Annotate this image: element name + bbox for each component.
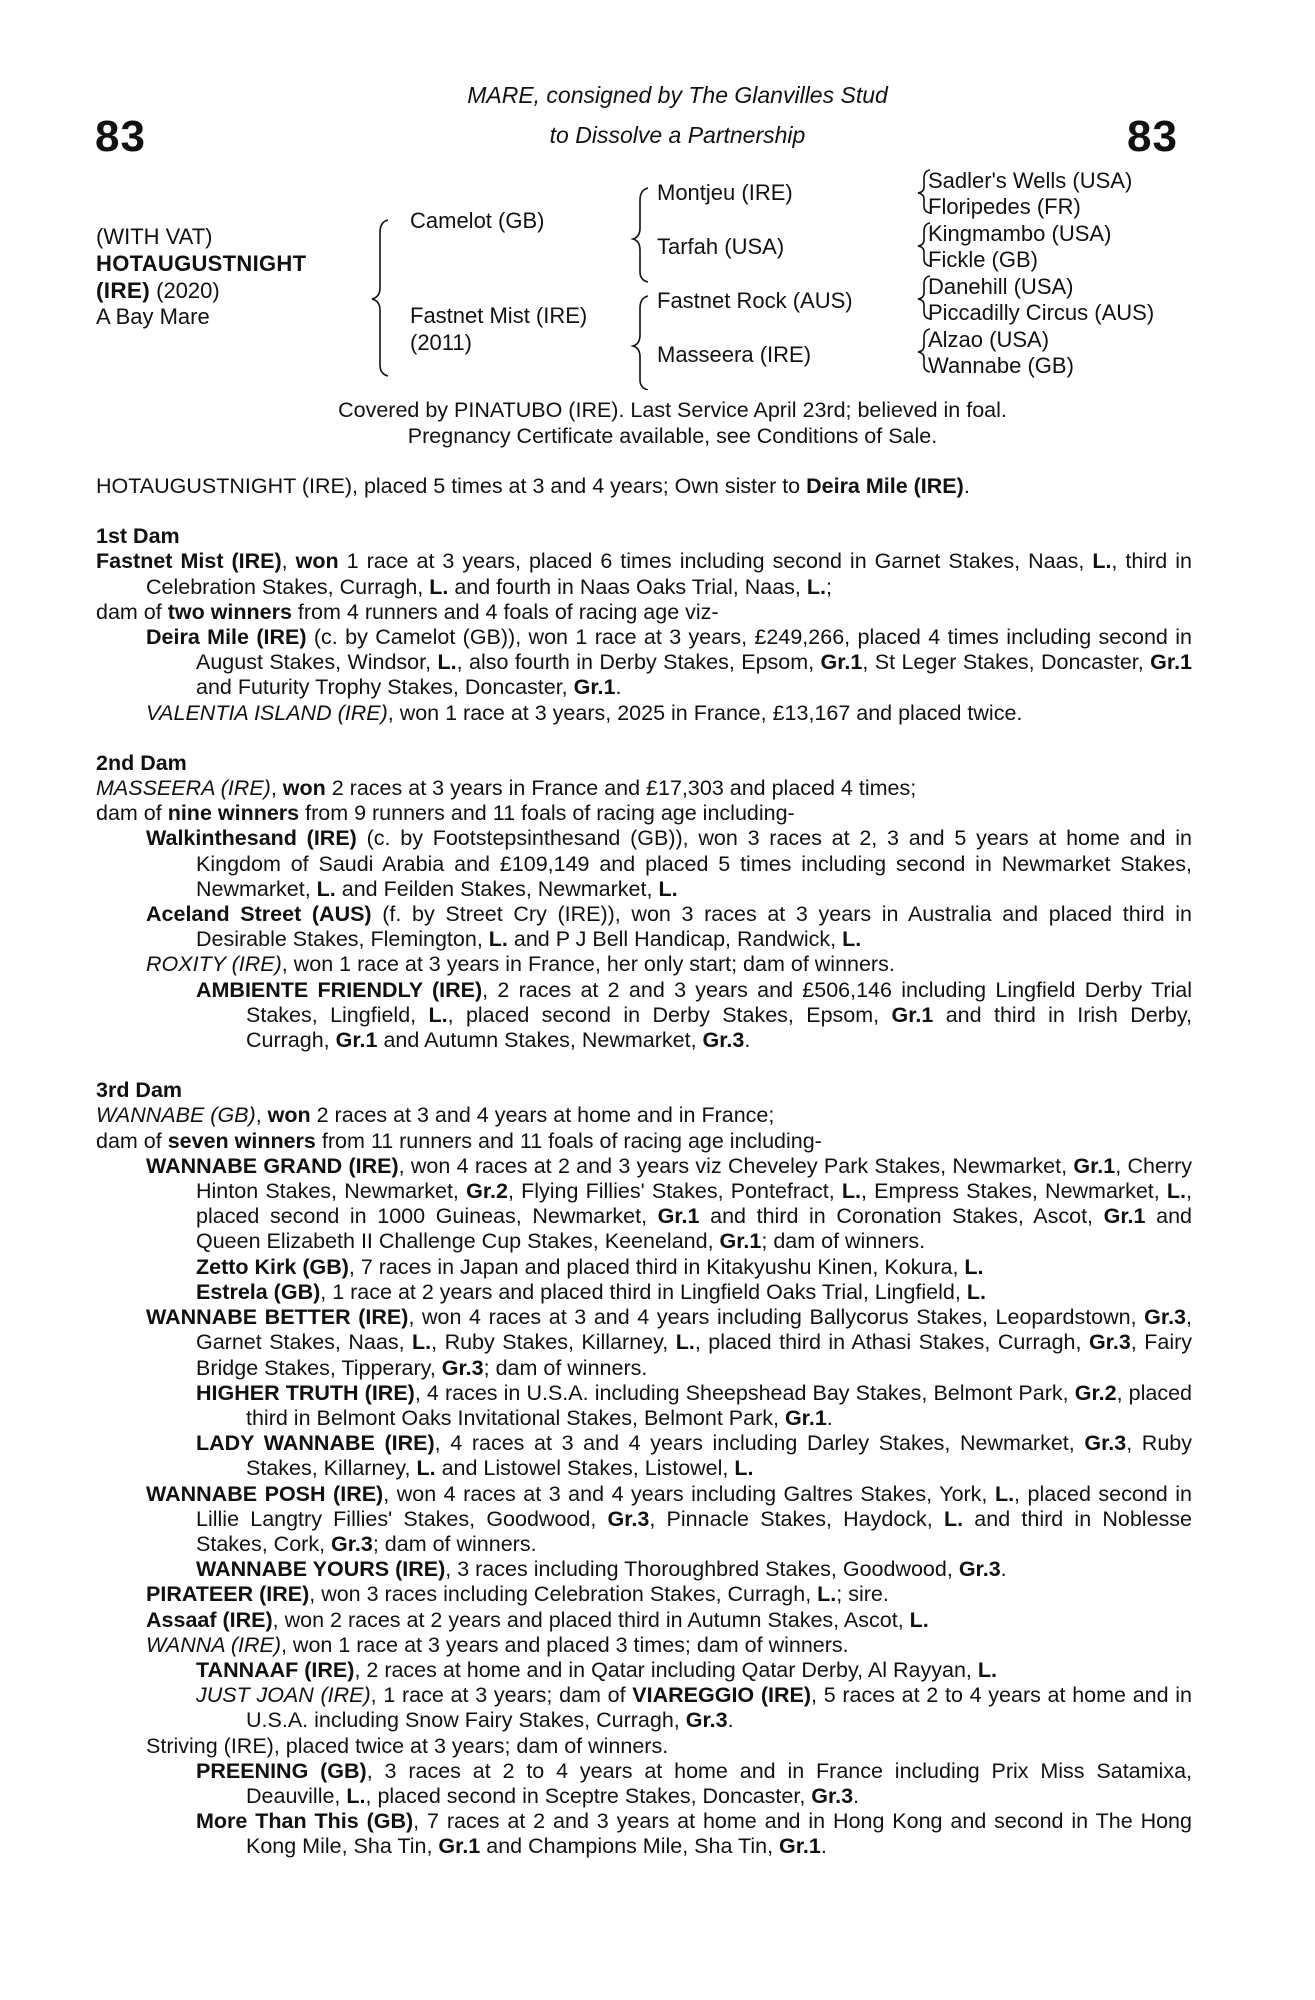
text: , won 4 races at 2 and 3 years viz Cheveley Park Stakes, Newmarket, [398, 1153, 1074, 1178]
bold-text: Gr.3 [331, 1531, 373, 1556]
text: (f. by Street Cry (IRE)), won 3 races at 3 years in Australia and placed third in Desirable Stakes, Flemington, [196, 902, 1192, 952]
vat-label: (WITH VAT) [96, 224, 213, 249]
text: , placed second in Sceptre Stakes, Doncaster, [365, 1783, 812, 1808]
text: , [281, 549, 296, 574]
g3-ancestor: Kingmambo (USA) [928, 221, 1112, 246]
g3-ancestor: Piccadilly Circus (AUS) [928, 300, 1155, 325]
bold-text: Gr.1 [779, 1834, 821, 1859]
bold-text: L. [437, 650, 457, 675]
text: . [853, 1783, 860, 1808]
bold-text: L. [316, 876, 336, 901]
italic-text: ROXITY (IRE) [146, 952, 282, 977]
lot-number-right: 83 [1127, 112, 1178, 161]
text: , won 1 race at 3 years in France, her only start; dam of winners. [281, 952, 895, 977]
bold-text: two winners [167, 599, 292, 624]
bold-text: Gr.1 [573, 675, 616, 700]
text: , Pinnacle Stakes, Haydock, [649, 1506, 944, 1531]
text: and Listowel Stakes, Listowel, [435, 1456, 735, 1481]
text: , 1 race at 3 years; dam of [370, 1683, 633, 1708]
produce-entry [96, 1608, 1192, 1633]
produce-entry [96, 1482, 1192, 1558]
text: , 3 races including Thoroughbred Stakes, Goodwood, [445, 1557, 959, 1582]
bold-text: Gr.3 [702, 1028, 745, 1053]
pedigree-paragraph [96, 474, 1192, 499]
consignment-line-2: to Dissolve a Partnership [549, 122, 806, 148]
consignment-line-1: MARE, consigned by The Glanvilles Stud [467, 82, 888, 108]
bold-text: Deira Mile (IRE) [146, 625, 307, 650]
dam-heading [96, 524, 1192, 549]
bold-text: Gr.1 [335, 1028, 378, 1053]
text: and third in Coronation Stakes, Ascot, [699, 1204, 1104, 1229]
text: (c. by Footstepsinthesand (GB)), won 3 races at 2, 3 and 5 years at home and in Kingdom of Saudi Arabia and £109,149 and placed 5 times including second in Newmarket Stakes, Newmarket, [196, 826, 1192, 901]
bold-text: L. [675, 1330, 695, 1355]
italic-text: MASSEERA (IRE) [96, 776, 271, 801]
bold-text: L. [842, 927, 862, 952]
bold-text: Gr.1 [438, 1834, 481, 1859]
text: , [270, 776, 283, 801]
sire-sire-name: Montjeu (IRE) [657, 180, 793, 205]
text: and third in Noblesse Stakes, Cork, [196, 1506, 1192, 1556]
text: dam of [96, 599, 168, 624]
produce-entry [96, 1381, 1192, 1431]
bold-text: L. [412, 1330, 432, 1355]
section-gap [96, 1053, 1192, 1078]
text: , won 3 races including Celebration Stakes, Curragh, [309, 1582, 818, 1607]
text: and P J Bell Handicap, Randwick, [507, 927, 843, 952]
text: , Ruby Stakes, Killarney, [431, 1330, 676, 1355]
text: , won 1 race at 3 years and placed 3 times; dam of winners. [280, 1632, 849, 1657]
text: ; [825, 574, 832, 599]
covering-info [0, 397, 1315, 449]
bold-text: Gr.3 [1088, 1330, 1131, 1355]
produce-entry [96, 1633, 1192, 1658]
sire-name: Camelot (GB) [410, 208, 545, 233]
text: and Feilden Stakes, Newmarket, [335, 876, 659, 901]
bold-text: L. [964, 1254, 984, 1279]
produce-entry [96, 701, 1192, 726]
text: , [255, 1103, 268, 1128]
foaling-year: (2020) [156, 278, 220, 303]
dam-dam-name: Masseera (IRE) [657, 342, 812, 367]
bold-text: Gr.2 [466, 1179, 508, 1204]
bold-text: L. [994, 1481, 1015, 1506]
bold-text: nine winners [167, 801, 300, 826]
text: . [826, 1405, 833, 1430]
bold-text: seven winners [167, 1128, 316, 1153]
bold-text: L. [1092, 549, 1112, 574]
lot-number-left: 83 [95, 112, 146, 161]
produce-entry [96, 1431, 1192, 1481]
pedigree-tree [0, 160, 1315, 390]
text: , 1 race at 2 years and placed third in Lingfield Oaks Trial, Lingfield, [320, 1279, 967, 1304]
text: and Champions Mile, Sha Tin, [480, 1834, 780, 1859]
text: ; dam of winners. [372, 1531, 537, 1556]
text: , won 1 race at 3 years, 2025 in France, £13,167 and placed twice. [387, 700, 1023, 725]
pedigree-paragraph [96, 1103, 1192, 1128]
text: and Autumn Stakes, Newmarket, [377, 1028, 703, 1053]
bold-text: Aceland Street (AUS) [146, 902, 372, 927]
bold-text: Gr.3 [958, 1557, 1001, 1582]
bold-text: More Than This (GB) [196, 1809, 414, 1834]
text: HOTAUGUSTNIGHT (IRE), placed 5 times at 3 and 4 years; Own sister to [96, 474, 807, 498]
text: . [820, 1834, 827, 1859]
bold-text: Estrela (GB) [196, 1279, 321, 1304]
bold-text: Gr.3 [1084, 1431, 1127, 1456]
bold-text: Gr.3 [685, 1708, 728, 1733]
text: and fourth in Naas Oaks Trial, Naas, [448, 574, 807, 599]
dam-produce-summary [96, 600, 1192, 625]
bold-text: Gr.1 [784, 1405, 827, 1430]
produce-entry [96, 902, 1192, 952]
bold-text: L. [943, 1506, 964, 1531]
bold-text: Gr.1 [719, 1229, 762, 1254]
text: from 9 runners and 11 foals of racing age including- [299, 801, 795, 826]
italic-text: JUST JOAN (IRE) [196, 1683, 371, 1708]
italic-text: WANNABE (GB) [96, 1103, 256, 1128]
text: and Futurity Trophy Stakes, Doncaster, [196, 675, 574, 700]
text: and third in Irish Derby, Curragh, [246, 1002, 1192, 1053]
text: , 4 races in U.S.A. including Sheepshead Bay Stakes, Belmont Park, [414, 1380, 1075, 1405]
text: , 7 races in Japan and placed third in Kitakyushu Kinen, Kokura, [348, 1254, 965, 1279]
text: from 11 runners and 11 foals of racing age including- [315, 1128, 822, 1153]
bold-text: LADY WANNABE (IRE) [196, 1431, 435, 1456]
g3-ancestor: Wannabe (GB) [928, 353, 1074, 378]
bold-text: Gr.1 [1103, 1204, 1146, 1229]
bold-text: Gr.3 [811, 1783, 854, 1808]
bold-text: won [295, 549, 339, 574]
bracket-sire [633, 188, 648, 282]
bold-text: L. [966, 1279, 986, 1304]
text: , Ruby Stakes, Killarney, [246, 1431, 1192, 1481]
text: . [1000, 1557, 1007, 1582]
produce-entry [96, 1305, 1192, 1381]
bold-text: Fastnet Mist (IRE) [96, 549, 282, 574]
section-gap [96, 499, 1192, 524]
text: , Empress Stakes, Newmarket, [861, 1179, 1167, 1204]
bold-text: TANNAAF (IRE) [196, 1657, 355, 1682]
bold-text: L. [1166, 1179, 1187, 1204]
bold-text: L. [734, 1456, 754, 1481]
produce-entry [96, 1280, 1192, 1305]
g3-ancestor: Fickle (GB) [928, 247, 1038, 272]
bold-text: PIRATEER (IRE) [146, 1582, 310, 1607]
text: ; sire. [836, 1582, 889, 1607]
text: , third in Celebration Stakes, Curragh, [146, 549, 1192, 599]
bold-text: Gr.1 [1150, 650, 1193, 675]
text: , St Leger Stakes, Doncaster, [862, 650, 1151, 675]
pedigree-paragraph [96, 776, 1192, 801]
horse-description: A Bay Mare [96, 304, 210, 329]
dam-sire-name: Fastnet Rock (AUS) [657, 288, 853, 313]
text: , 3 races at 2 to 4 years at home and in France including Prix Miss Satamixa, Deauville, [246, 1758, 1192, 1808]
bold-text: Gr.3 [441, 1355, 484, 1380]
text: , Cherry Hinton Stakes, Newmarket, [196, 1153, 1192, 1204]
produce-entry [96, 1759, 1192, 1809]
bold-text: 3rd Dam [96, 1078, 183, 1103]
g3-ancestor: Alzao (USA) [928, 327, 1050, 352]
bracket-main [372, 220, 388, 376]
bold-text: PREENING (GB) [196, 1758, 367, 1783]
produce-entry [96, 826, 1192, 902]
text: , 4 races at 3 and 4 years including Darley Stakes, Newmarket, [434, 1431, 1085, 1456]
text: ; dam of winners. [483, 1355, 648, 1380]
bold-text: WANNABE YOURS (IRE) [196, 1557, 446, 1582]
text: , placed second in 1000 Guineas, Newmarket, [196, 1179, 1193, 1229]
bold-text: L. [488, 927, 508, 952]
section-gap [96, 726, 1192, 751]
bold-text: L. [346, 1783, 366, 1808]
bold-text: L. [428, 1002, 448, 1027]
text: , 2 races at home and in Qatar including Qatar Derby, Al Rayyan, [354, 1657, 978, 1682]
produce-entry [96, 1683, 1192, 1733]
text: , also fourth in Derby Stakes, Epsom, [456, 650, 821, 675]
text: 2 races at 3 years in France and £17,303 and placed 4 times; [325, 776, 917, 801]
text: , placed third in Belmont Oaks Invitational Stakes, Belmont Park, [246, 1380, 1192, 1430]
text: , Fairy Bridge Stakes, Tipperary, [196, 1330, 1193, 1380]
italic-text: WANNA (IRE) [146, 1632, 281, 1657]
text: and Queen Elizabeth II Challenge Cup Stakes, Keeneland, [196, 1204, 1192, 1254]
text: dam of [96, 1128, 168, 1153]
bold-text: L. [806, 574, 826, 599]
horse-name: HOTAUGUSTNIGHT [96, 251, 307, 276]
text: from 4 runners and 4 foals of racing age viz- [291, 599, 719, 624]
bold-text: AMBIENTE FRIENDLY (IRE) [196, 977, 483, 1002]
bold-text: Gr.1 [820, 650, 863, 675]
text: , 2 races at 2 and 3 years and £506,146 including Lingfield Derby Trial Stakes, Lingfield, [246, 977, 1193, 1027]
produce-entry [96, 1658, 1192, 1683]
bold-text: Gr.1 [657, 1204, 700, 1229]
bold-text: L. [841, 1179, 861, 1204]
text: . [727, 1708, 734, 1733]
bold-text: Gr.2 [1074, 1380, 1117, 1405]
text: . [744, 1028, 751, 1053]
text: Striving (IRE), placed twice at 3 years; dam of winners. [146, 1733, 669, 1758]
horse-name-line2 [96, 278, 220, 304]
bold-text: won [267, 1103, 311, 1128]
dam-year: (2011) [410, 330, 472, 355]
sire-dam-name: Tarfah (USA) [657, 234, 785, 259]
pedigree-body-text [96, 474, 1192, 1860]
text: , 7 races at 2 and 3 years at home and in Hong Kong and second in The Hong Kong Mile, Sha Tin, [246, 1809, 1192, 1859]
bold-text: Gr.1 [1073, 1153, 1116, 1178]
produce-entry [96, 625, 1192, 701]
text: , won 4 races at 3 and 4 years including Galtres Stakes, York, [383, 1481, 995, 1506]
bold-text: won [282, 776, 326, 801]
g3-ancestor: Floripedes (FR) [928, 194, 1081, 219]
text: 1 race at 3 years, placed 6 times including second in Garnet Stakes, Naas, [338, 549, 1093, 574]
horse-country: (IRE) [96, 278, 150, 303]
produce-entry [96, 978, 1192, 1054]
bold-text: WANNABE GRAND (IRE) [146, 1153, 399, 1178]
text: , placed second in Lillie Langtry Fillies' Stakes, Goodwood, [196, 1481, 1193, 1531]
produce-entry [96, 1734, 1192, 1759]
text: , placed third in Athasi Stakes, Curragh, [694, 1330, 1089, 1355]
text: dam of [96, 801, 168, 826]
bold-text: VIAREGGIO (IRE) [632, 1683, 812, 1708]
dam-heading [96, 1078, 1192, 1103]
pedigree-paragraph [96, 549, 1192, 599]
bold-text: Walkinthesand (IRE) [146, 826, 357, 851]
dam-produce-summary [96, 801, 1192, 826]
text: . [963, 474, 970, 498]
bold-text: L. [817, 1582, 837, 1607]
bold-text: Gr.1 [891, 1002, 934, 1027]
bold-text: WANNABE POSH (IRE) [146, 1481, 384, 1506]
covering-line-2: Pregnancy Certificate available, see Conditions of Sale. [407, 424, 938, 448]
bold-text: L. [429, 574, 449, 599]
text: . [615, 675, 622, 700]
bold-text: WANNABE BETTER (IRE) [146, 1305, 409, 1330]
bracket-dam [633, 296, 648, 390]
bold-text: L. [977, 1657, 997, 1682]
bold-text: Zetto Kirk (GB) [196, 1254, 349, 1279]
dam-produce-summary [96, 1129, 1192, 1154]
dam-name: Fastnet Mist (IRE) [410, 303, 588, 328]
bold-text: 2nd Dam [96, 750, 187, 775]
text: ; dam of winners. [761, 1229, 926, 1254]
bold-text: Gr.3 [1144, 1305, 1187, 1330]
g3-ancestor: Sadler's Wells (USA) [928, 168, 1133, 193]
produce-entry [96, 1809, 1192, 1859]
bold-text: Gr.3 [607, 1506, 650, 1531]
produce-entry [96, 1557, 1192, 1582]
bold-text: 1st Dam [96, 524, 180, 549]
bold-text: L. [416, 1456, 436, 1481]
bold-text: Deira Mile (IRE) [806, 474, 964, 498]
produce-entry [96, 1255, 1192, 1280]
text: , won 2 races at 2 years and placed third in Autumn Stakes, Ascot, [272, 1607, 910, 1632]
covering-line-1: Covered by PINATUBO (IRE). Last Service April 23rd; believed in foal. [338, 398, 1007, 422]
produce-entry [96, 1582, 1192, 1607]
bold-text: HIGHER TRUTH (IRE) [196, 1380, 415, 1405]
produce-entry [96, 1154, 1192, 1255]
g3-ancestor: Danehill (USA) [928, 274, 1074, 299]
text: (c. by Camelot (GB)), won 1 race at 3 years, £249,266, placed 4 times including second in August Stakes, Windsor, [196, 625, 1192, 675]
produce-entry [96, 952, 1192, 977]
dam-heading [96, 751, 1192, 776]
bold-text: Assaaf (IRE) [146, 1607, 273, 1632]
text: , Garnet Stakes, Naas, [196, 1305, 1192, 1355]
bold-text: L. [909, 1607, 929, 1632]
italic-text: VALENTIA ISLAND (IRE) [146, 700, 388, 725]
bold-text: L. [658, 876, 678, 901]
text: , 5 races at 2 to 4 years at home and in U.S.A. including Snow Fairy Stakes, Curragh, [246, 1683, 1193, 1733]
text: 2 races at 3 and 4 years at home and in France; [310, 1103, 775, 1128]
text: , won 4 races at 3 and 4 years including Ballycorus Stakes, Leopardstown, [408, 1305, 1145, 1330]
text: , Flying Fillies' Stakes, Pontefract, [507, 1179, 842, 1204]
text: , placed second in Derby Stakes, Epsom, [447, 1002, 892, 1027]
